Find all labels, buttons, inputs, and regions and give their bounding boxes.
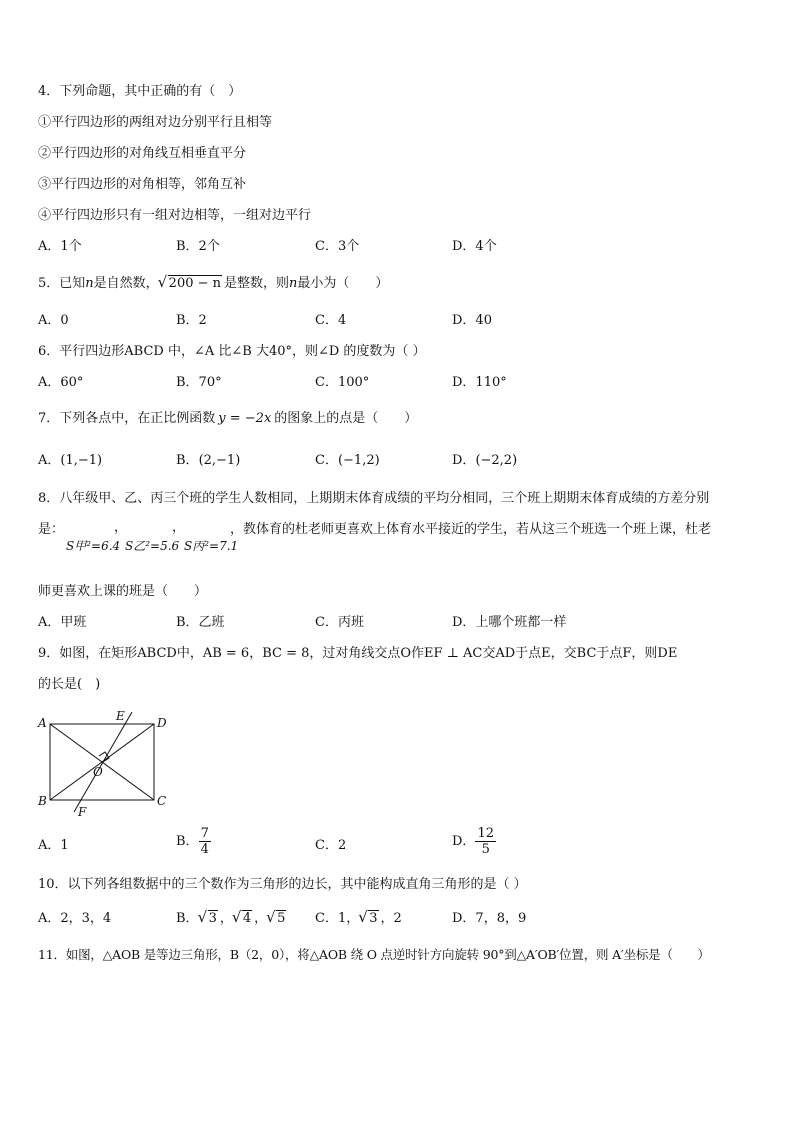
- q10-option-b-radicand-1: 3: [208, 911, 217, 926]
- q10-option-b-sqrt-3: [267, 910, 286, 928]
- q7-point-d: (−2,2): [475, 453, 518, 468]
- q9-option-b-fraction: [199, 826, 211, 857]
- q9-option-a-value: 1: [60, 838, 69, 853]
- q6-stem: 6．平行四边形ABCD 中，∠A 比∠B 大40°，则∠D 的度数为（ ）: [38, 344, 426, 359]
- q9-option-c-value: 2: [337, 838, 347, 853]
- q8-comma-2: ，: [172, 520, 186, 535]
- q5-sqrt: [159, 275, 222, 293]
- q9-option-a-label: A．: [38, 838, 61, 853]
- q5-stem-suffix: 最小为（ ）: [297, 276, 389, 291]
- q9-rectangle-figure: [36, 708, 176, 820]
- q5-option-d: D．40: [452, 313, 492, 328]
- q9-option-d-num: 12: [477, 826, 494, 841]
- q4-item-2: ②平行四边形的对角线互相垂直平分: [38, 146, 247, 161]
- q5-var-n: n: [85, 276, 94, 291]
- q5-stem: [38, 275, 388, 293]
- q9-option-d-label: D．: [452, 834, 476, 849]
- q4-option-b: B．2个: [176, 239, 220, 254]
- q7-stem: [38, 410, 417, 428]
- q7-function: y = −2x: [218, 411, 272, 426]
- q6-option-a: A．60°: [38, 375, 84, 390]
- q5-stem-mid1: 是自然数，: [93, 276, 159, 291]
- q9-option-d-den: 5: [481, 842, 490, 857]
- q8-option-b: B．乙班: [176, 615, 225, 630]
- q9-option-c-label: C．: [315, 838, 338, 853]
- q4-option-c: C．3个: [315, 239, 360, 254]
- q8-option-a: A．甲班: [38, 615, 87, 630]
- q9-option-d: [452, 826, 496, 857]
- q8-line-1: 8．八年级甲、乙、丙三个班的学生人数相同，上期期末体育成绩的平均分相同，三个班上期期末体育成绩的方差分别: [38, 491, 710, 506]
- q5-var-n-2: n: [289, 276, 298, 291]
- q9-line-2: 的长是( ): [38, 677, 101, 692]
- q10-option-b-sep-1: ，: [219, 911, 233, 926]
- q10-option-c-sqrt: [359, 910, 378, 928]
- q7-option-d-label: D．: [452, 453, 476, 468]
- q10-option-b-radicand-2: 4: [242, 911, 252, 926]
- q9-option-a: [38, 837, 69, 855]
- label-d: D: [157, 716, 167, 730]
- q7-stem-prefix: 7．下列各点中，在正比例函数: [38, 411, 216, 426]
- q10-option-b-sqrt-1: [199, 910, 218, 928]
- q7-point-a: (1,−1): [60, 453, 103, 468]
- q10-option-c-radicand: 3: [369, 911, 378, 926]
- q5-stem-mid2: 是整数，则: [224, 276, 290, 291]
- q10-option-a: A．2，3，4: [38, 911, 112, 926]
- q4-option-a: A．1个: [38, 239, 82, 254]
- q5-option-b: B．2: [176, 313, 207, 328]
- q9-option-c: [315, 837, 346, 855]
- q8-option-c: C．丙班: [315, 615, 364, 630]
- q5-option-a: A．0: [38, 313, 69, 328]
- q10-option-b-sep-2: ，: [254, 911, 268, 926]
- q9-option-b-den: 4: [200, 842, 209, 857]
- q4-item-4: ④平行四边形只有一组对边相等，一组对边平行: [38, 208, 312, 223]
- q10-option-d: D．7，8，9: [452, 911, 527, 926]
- q8-line-3: 师更喜欢上课的班是（ ）: [38, 584, 208, 599]
- q10-option-b-sqrt-2: [233, 910, 252, 928]
- q8-line-2-suffix: ，教体育的杜老师更喜欢上体育水平接近的学生，若从这三个班选一个班上课，杜老: [230, 522, 712, 537]
- q9-option-b-num: 7: [200, 826, 209, 841]
- q8-variance-yi: S乙²=5.6: [125, 539, 180, 553]
- q5-stem-prefix: 5．已知: [38, 276, 86, 291]
- q7-option-b-label: B．: [176, 453, 199, 468]
- q7-option-b: [176, 452, 240, 470]
- q4-option-d: D．4个: [452, 239, 497, 254]
- q8-option-d: D．上哪个班都一样: [452, 615, 567, 630]
- q6-option-d: D．110°: [452, 375, 507, 390]
- q7-option-a-label: A．: [38, 453, 61, 468]
- q5-option-c: C．4: [315, 313, 347, 328]
- q6-option-b: B．70°: [176, 375, 222, 390]
- q8-variance-jia: S甲²=6.4: [66, 539, 121, 553]
- label-e: E: [116, 709, 125, 723]
- q5-radicand: 200 − n: [168, 276, 222, 291]
- q8-variance-bing: S丙²=7.1: [184, 539, 239, 553]
- q8-line-2-prefix: 是：: [38, 522, 65, 537]
- label-b: B: [38, 794, 47, 808]
- q10-option-b-radicand-3: 5: [277, 911, 286, 926]
- q7-option-d: [452, 452, 517, 470]
- q11-stem: 11．如图，△AOB 是等边三角形，B（2，0），将△AOB 绕 O 点逆时针方向旋转 90°到△A′OB′位置，则 A′坐标是（ ）: [38, 947, 710, 962]
- q10-option-c-tail: ，2: [380, 911, 402, 926]
- q7-point-b: (2,−1): [198, 453, 241, 468]
- q4-item-1: ①平行四边形的两组对边分别平行且相等: [38, 115, 273, 130]
- q10-option-b: [176, 910, 288, 928]
- label-c: C: [157, 794, 167, 808]
- q10-option-c-label: C．1，: [315, 911, 360, 926]
- q7-option-c: [315, 452, 380, 470]
- q9-option-b-label: B．: [176, 834, 199, 849]
- q7-option-c-label: C．: [315, 453, 338, 468]
- q4-stem: 4．下列命题，其中正确的有（ ）: [38, 84, 242, 99]
- q7-stem-suffix: 的图象上的点是（ ）: [274, 411, 418, 426]
- q10-stem: 10．以下列各组数据中的三个数作为三角形的边长，其中能构成直角三角形的是（ ）: [38, 877, 527, 892]
- label-f: F: [78, 805, 87, 819]
- q7-point-c: (−1,2): [337, 453, 380, 468]
- q10-option-c: [315, 910, 402, 928]
- q9-line-1: 9．如图，在矩形ABCD中，AB = 6，BC = 8，过对角线交点O作EF ⊥ AC交AD于点E，交BC于点F，则DE: [38, 646, 678, 661]
- q4-item-3: ③平行四边形的对角相等，邻角互补: [38, 177, 247, 192]
- q7-option-a: [38, 452, 102, 470]
- q9-option-d-fraction: [475, 826, 496, 857]
- q8-comma-1: ，: [114, 520, 128, 535]
- q9-option-b: [176, 826, 211, 857]
- q6-option-c: C．100°: [315, 375, 370, 390]
- label-o: O: [93, 765, 103, 779]
- label-a: A: [38, 716, 47, 730]
- q10-option-b-label: B．: [176, 911, 199, 926]
